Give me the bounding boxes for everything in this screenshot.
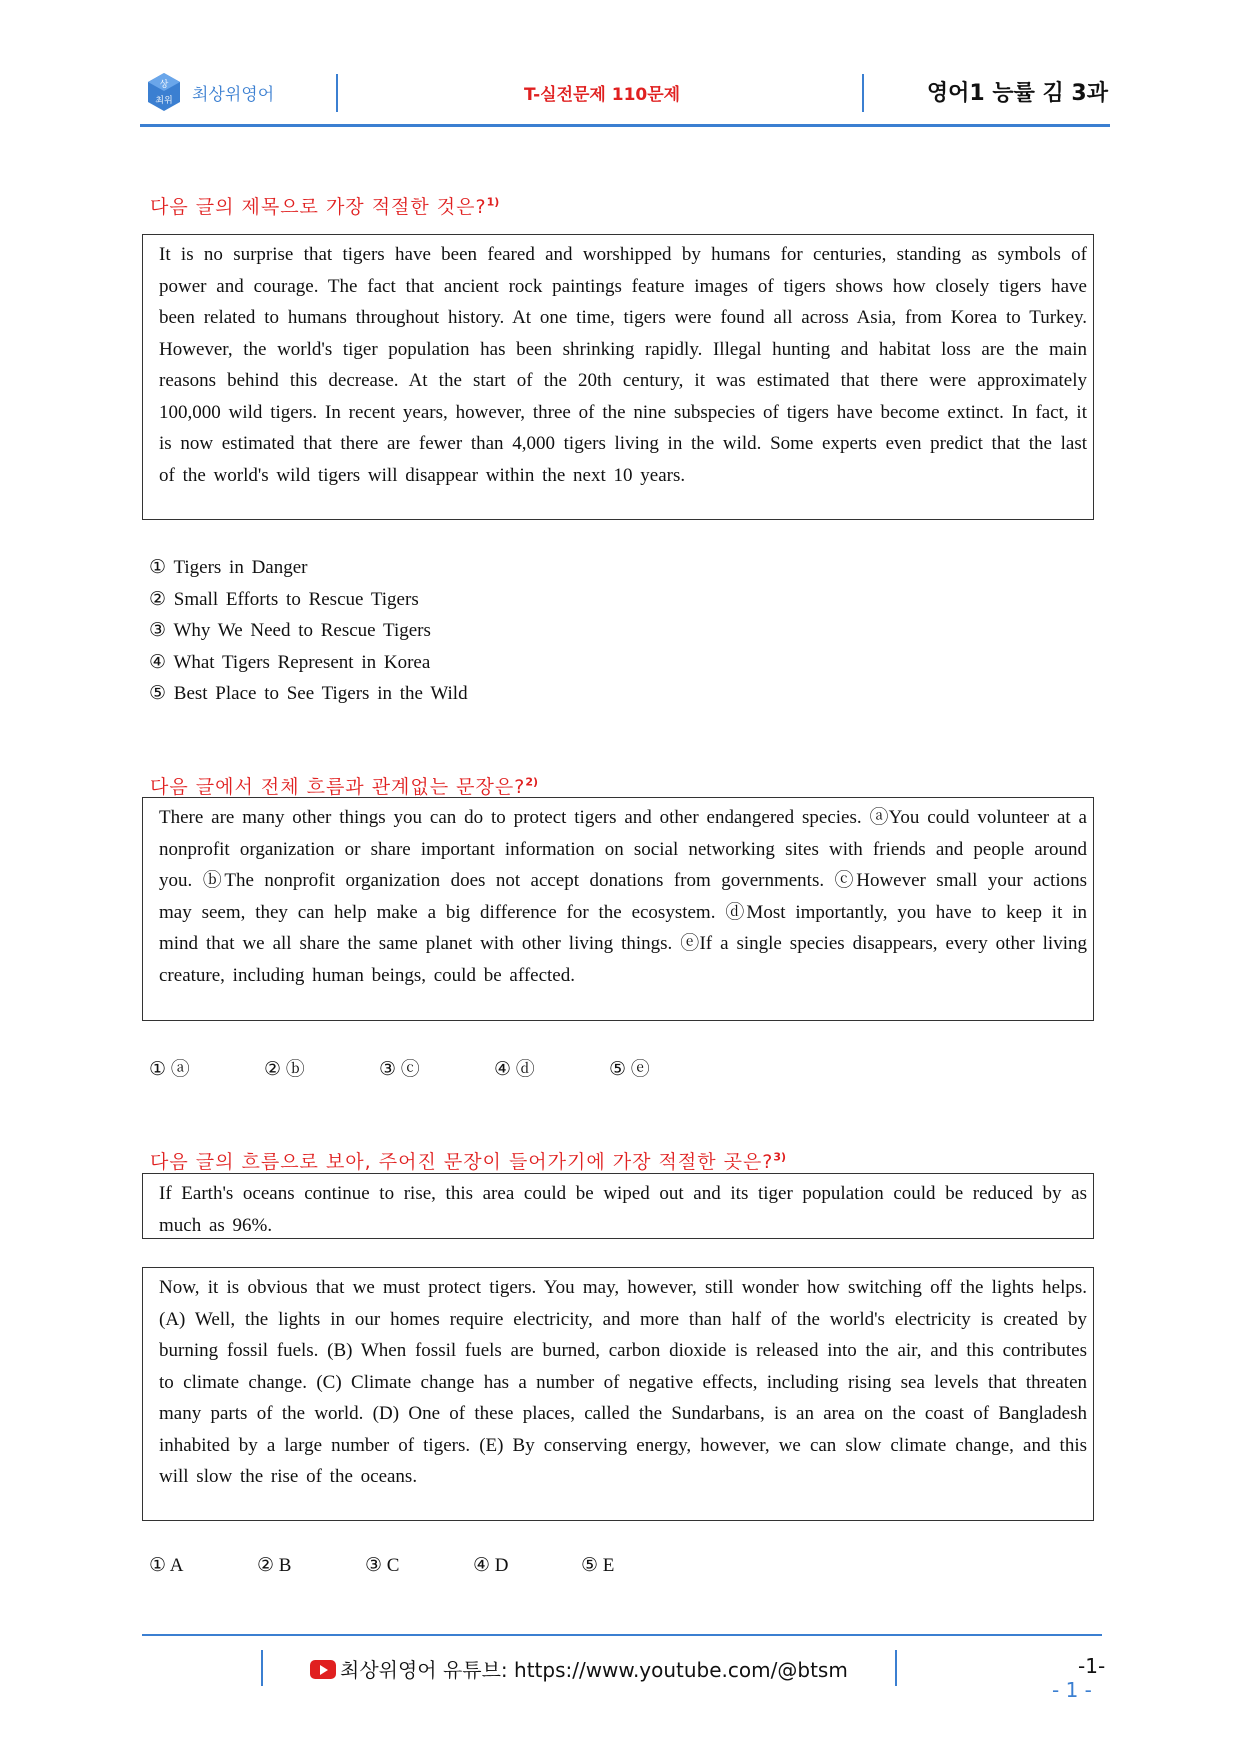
- choice-item[interactable]: ④ What Tigers Represent in Korea: [149, 651, 431, 673]
- page-header: [140, 66, 1108, 126]
- question-3-passage: [142, 1267, 1094, 1521]
- choice-item[interactable]: ⑤ E: [581, 1555, 615, 1576]
- footnote-ref: 1): [486, 195, 500, 209]
- page-mark: -1-: [1078, 1654, 1106, 1678]
- footnote-ref: 2): [525, 775, 538, 789]
- header-rule: [140, 124, 1110, 127]
- header-right-title: 영어1 능률 김 3과: [926, 81, 1108, 106]
- choice-item[interactable]: ④ ⓓ: [494, 1059, 535, 1080]
- passage-text: It is no surprise that tigers have been feared and worshipped by humans for centuries, standing as symbols of power and courage. The fact that ancient rock paintings feature images of tigers shows how closely tigers have been related to humans throughout history. At one time, tigers were found all across Asia, from Korea to Turkey. However, the world's tiger population has been shrinking rapidly. Illegal hunting and habitat loss are the main reasons behind this decrease. At the start of the 20th century, it was estimated that there were approximately 100,000 wild tigers. In recent years, however, three of the nine subspecies of tigers have become extinct. In fact, it is now estimated that there are fewer than 4,000 tigers living in the wild. Some experts even predict that the last of the world's wild tigers will disappear within the next 10 years.: [159, 244, 1087, 486]
- choice-item[interactable]: ⑤ Best Place to See Tigers in the Wild: [149, 683, 468, 704]
- footer-text: 최상위영어 유튜브: https://www.youtube.com/@btsm: [340, 1658, 848, 1682]
- question-2-passage: [142, 797, 1094, 1021]
- question-1-choices: [149, 552, 468, 710]
- choice-item[interactable]: ④ D: [473, 1555, 509, 1576]
- passage-text: There are many other things you can do to protect tigers and other endangered species. ⓐYou could volunteer at a nonprofit organization or share important information on social networking sites with friends and people around you. ⓑThe nonprofit organization does not accept donations from governments. ⓒHowever small your actions may seem, they can help make a big difference for the ecosystem. ⓓMost importantly, you have to keep it in mind that we all share the same planet with other living things. ⓔIf a single species disappears, every other living creature, including human beings, could be affected.: [159, 807, 1087, 986]
- header-divider: [862, 74, 864, 112]
- question-3-title: 다음 글의 흐름으로 보아, 주어진 문장이 들어가기에 가장 적절한 곳은?$^{3)}$: [150, 1150, 787, 1173]
- brand-logo-icon: [146, 72, 182, 112]
- choice-item[interactable]: ③ ⓒ: [379, 1059, 420, 1080]
- passage-text: Now, it is obvious that we must protect tigers. You may, however, still wonder how switching off the lights helps. (A) Well, the lights in our homes require electricity, and more than half of the world's electricity is created by burning fossil fuels. (B) When fossil fuels are burned, carbon dioxide is released into the air, and this contributes to climate change. (C) Climate change has a number of negative effects, including rising sea levels that threaten many parts of the world. (D) One of these places, called the Sundarbans, is an area on the coast of Bangladesh inhabited by a large number of tigers. (E) By conserving energy, however, we can slow climate change, and this will slow the rise of the oceans.: [159, 1277, 1087, 1487]
- footer-youtube-link[interactable]: [310, 1654, 848, 1683]
- choice-item[interactable]: ⑤ ⓔ: [609, 1059, 650, 1080]
- footer-divider: [261, 1650, 263, 1686]
- svg-text:상: 상: [159, 80, 169, 90]
- choice-item[interactable]: ① Tigers in Danger: [149, 557, 308, 578]
- footer-divider: [895, 1650, 897, 1686]
- question-3-given-sentence: [142, 1173, 1094, 1239]
- question-3-choices: [149, 1554, 614, 1577]
- question-2-title: 다음 글에서 전체 흐름과 관계없는 문장은?$^{2)}$: [150, 775, 538, 798]
- svg-text:최위: 최위: [155, 96, 173, 106]
- choice-item[interactable]: ② ⓑ: [264, 1059, 305, 1080]
- youtube-icon: [310, 1660, 336, 1679]
- footnote-ref: 3): [773, 1150, 787, 1164]
- brand-name: 최상위영어: [192, 85, 275, 105]
- choice-item[interactable]: ① ⓐ: [149, 1059, 190, 1080]
- page-number: - 1 -: [1052, 1678, 1092, 1702]
- question-1-title: 다음 글의 제목으로 가장 적절한 것은?$^{1)}$: [150, 195, 500, 218]
- question-2-choices: [149, 1054, 650, 1081]
- choice-item[interactable]: ② B: [257, 1555, 292, 1576]
- footer-rule: [142, 1634, 1102, 1636]
- given-sentence-text: If Earth's oceans continue to rise, this area could be wiped out and its tiger population could be reduced by as much as 96%.: [159, 1183, 1087, 1236]
- choice-item[interactable]: ② Small Efforts to Rescue Tigers: [149, 588, 419, 610]
- choice-item[interactable]: ③ Why We Need to Rescue Tigers: [149, 620, 431, 641]
- header-center-title: T-실전문제 110문제: [524, 85, 681, 105]
- choice-item[interactable]: ③ C: [365, 1555, 400, 1576]
- question-1-passage: [142, 234, 1094, 520]
- choice-item[interactable]: ① A: [149, 1555, 184, 1576]
- header-divider: [336, 74, 338, 112]
